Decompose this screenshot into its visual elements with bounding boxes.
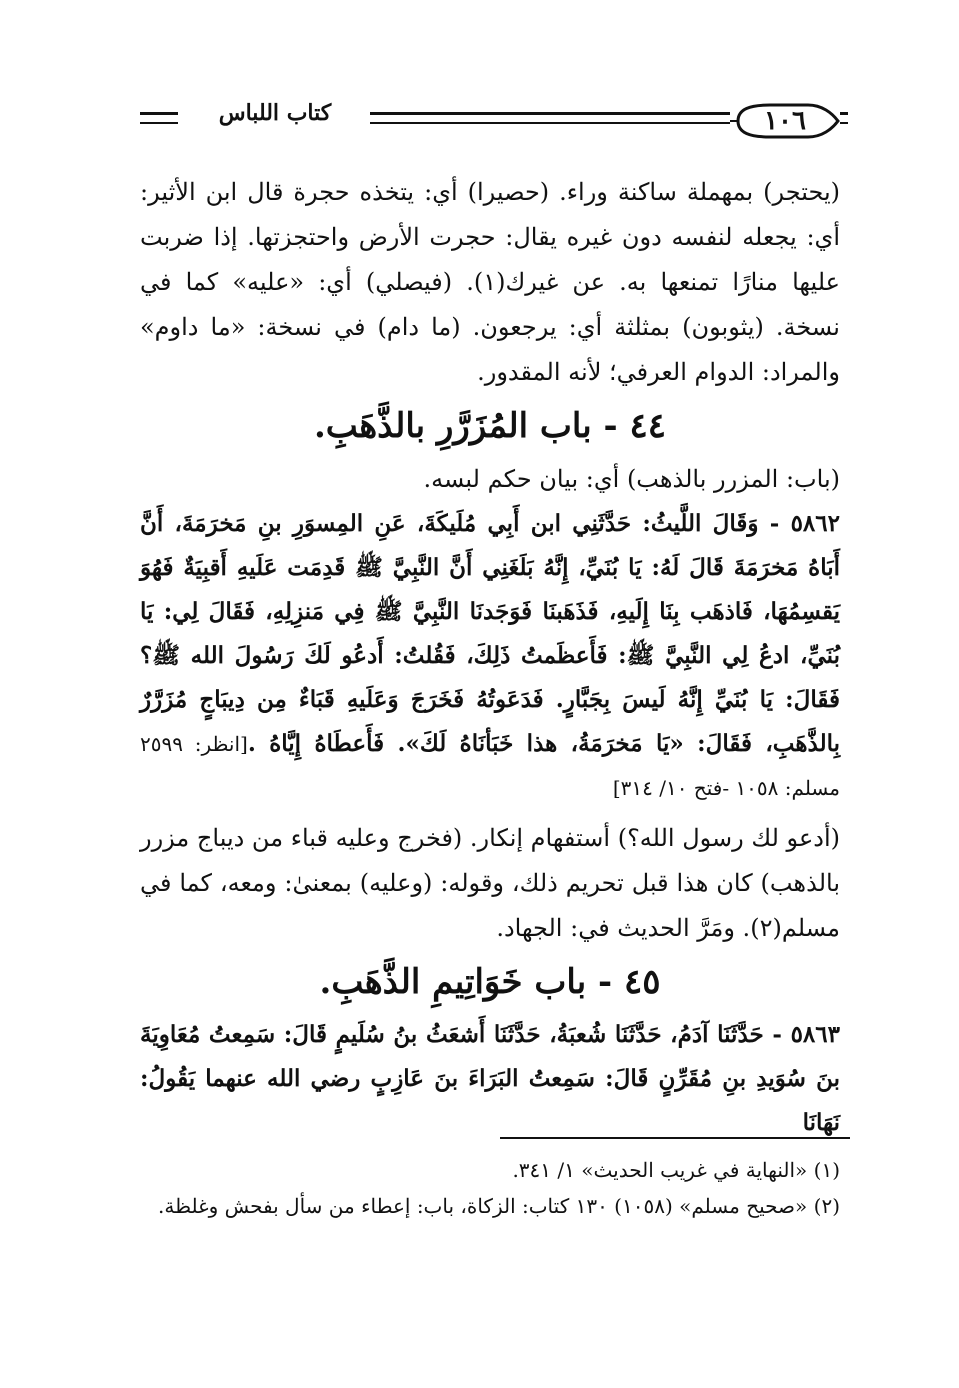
- chapter-44-explanation: (باب: المزرر بالذهب) أي: بيان حكم لبسه.: [423, 465, 840, 493]
- page-header: [140, 98, 840, 148]
- header-rule-end-top: [840, 112, 848, 115]
- chapter-44-commentary: (أدعو لك رسول الله؟) أستفهام إنكار. (فخرج وعليه قباء من ديباج مزرر بالذهب) كان هذا قبل تحريم ذلك، وقوله: (وعليه) بمعنىٰ: ومعه، كما في مسلم(٢). ومَرَّ الحديث في: الجهاد.: [139, 824, 840, 942]
- chapter-45-heading: ٤٥ - باب خَوَاتِيمِ الذَّهَبِ.: [319, 962, 661, 1002]
- page-number: ١٠٦: [764, 106, 806, 136]
- header-rule-long-top: [370, 112, 730, 115]
- footnote-2: (٢) «صحيح مسلم» (١٠٥٨) ١٣٠ كتاب: الزكاة، باب: إعطاء من سأل بفحش وغلظة.: [158, 1194, 840, 1218]
- footnotes: [140, 1152, 840, 1224]
- page-number-badge: [730, 101, 840, 141]
- book-title: كتاب اللباس: [218, 100, 332, 126]
- header-rule-short-top: [140, 112, 178, 115]
- hadith-5863: ٥٨٦٣ - حَدَّثَنَا آدَمُ، حَدَّثَنَا شُعبَةُ، حَدَّثَنَا أَشعَثُ بنُ سُلَيمٍ قَالَ: سَمِعتُ مُعَاوِيَةَ بنَ سُوَيدِ بنِ مُقَرِّنٍ قَالَ: سَمِعتُ البَرَاءَ بنَ عَازِبٍ رضي الله عنهما يَقُولُ: نَهَانَا: [140, 1021, 840, 1136]
- header-rule-long-bottom: [370, 122, 730, 124]
- intro-paragraph: (يحتجر) بمهملة ساكنة وراء. (حصيرا) أي: يتخذه حجرة قال ابن الأثير: أي: يجعله لنفسه دون غيره يقال: حجرت الأرض واحتجزتها. إذا ضربت عليها منارًا تمنعها به. عن غيرك(١). (فيصلي) أي: «عليه» كما في نسخة. (يثوبون) بمثلثة أي: يرجعون. (ما دام) في نسخة: «ما داوم» والمراد: الدوام العرفي؛ لأنه المقدور.: [140, 178, 840, 386]
- header-rule-short-bottom: [140, 122, 178, 124]
- footnote-1: (١) «النهاية في غريب الحديث» ١/ ٣٤١.: [512, 1158, 840, 1182]
- chapter-44-heading: ٤٤ - باب المُزَرَّرِ بالذَّهَبِ.: [313, 406, 667, 446]
- hadith-5862: [140, 502, 840, 810]
- footnote-separator: [500, 1137, 850, 1139]
- main-text: [140, 170, 840, 1145]
- header-rule-end-bottom: [840, 122, 848, 124]
- hadith-5862-reference: [انظر: ٢٥٩٩ مسلم: ١٠٥٨ -فتح ١٠/ ٣١٤]: [140, 732, 840, 800]
- hadith-5862-text: ٥٨٦٢ - وَقَالَ اللَّيثُ: حَدَّثَنِي ابن أَبِي مُلَيكَةَ، عَنِ المِسوَرِ بنِ مَخرَمَةَ، أَنَّ أَبَاهُ مَخرَمَةَ قَالَ لَهُ: يَا بُنَيِّ، إِنَّهُ بَلَغَنِي أَنَّ النَّبِيَّ ﷺ قَدِمَت عَلَيهِ أَقبِيَةٌ فَهُوَ يَقسِمُهَا، فَاذهَب بِنَا إِلَيهِ، فَذَهَبنَا فَوَجَدنَا النَّبِيَّ ﷺ فِي مَنزِلِهِ، فَقَالَ لِي: يَا بُنَيِّ، ادعُ لِي النَّبِيَّ ﷺ: فَأَعظَمتُ ذَلِكَ، فَقُلتُ: أَدعُو لَكَ رَسُولَ الله ﷺ؟ فَقَالَ: يَا بُنَيِّ إِنَّهُ لَيسَ بِجَبَّارٍ. فَدَعَوتُهُ فَخَرَجَ وَعَلَيهِ قَبَاءٌ مِن دِيبَاجٍ مُزَرَّرٌ بِالذَّهَبِ، فَقَالَ: «يَا مَخرَمَةُ، هذا خَبَأنَاهُ لَكَ». فَأَعطَاهُ إِيَّاهُ .: [140, 510, 841, 757]
